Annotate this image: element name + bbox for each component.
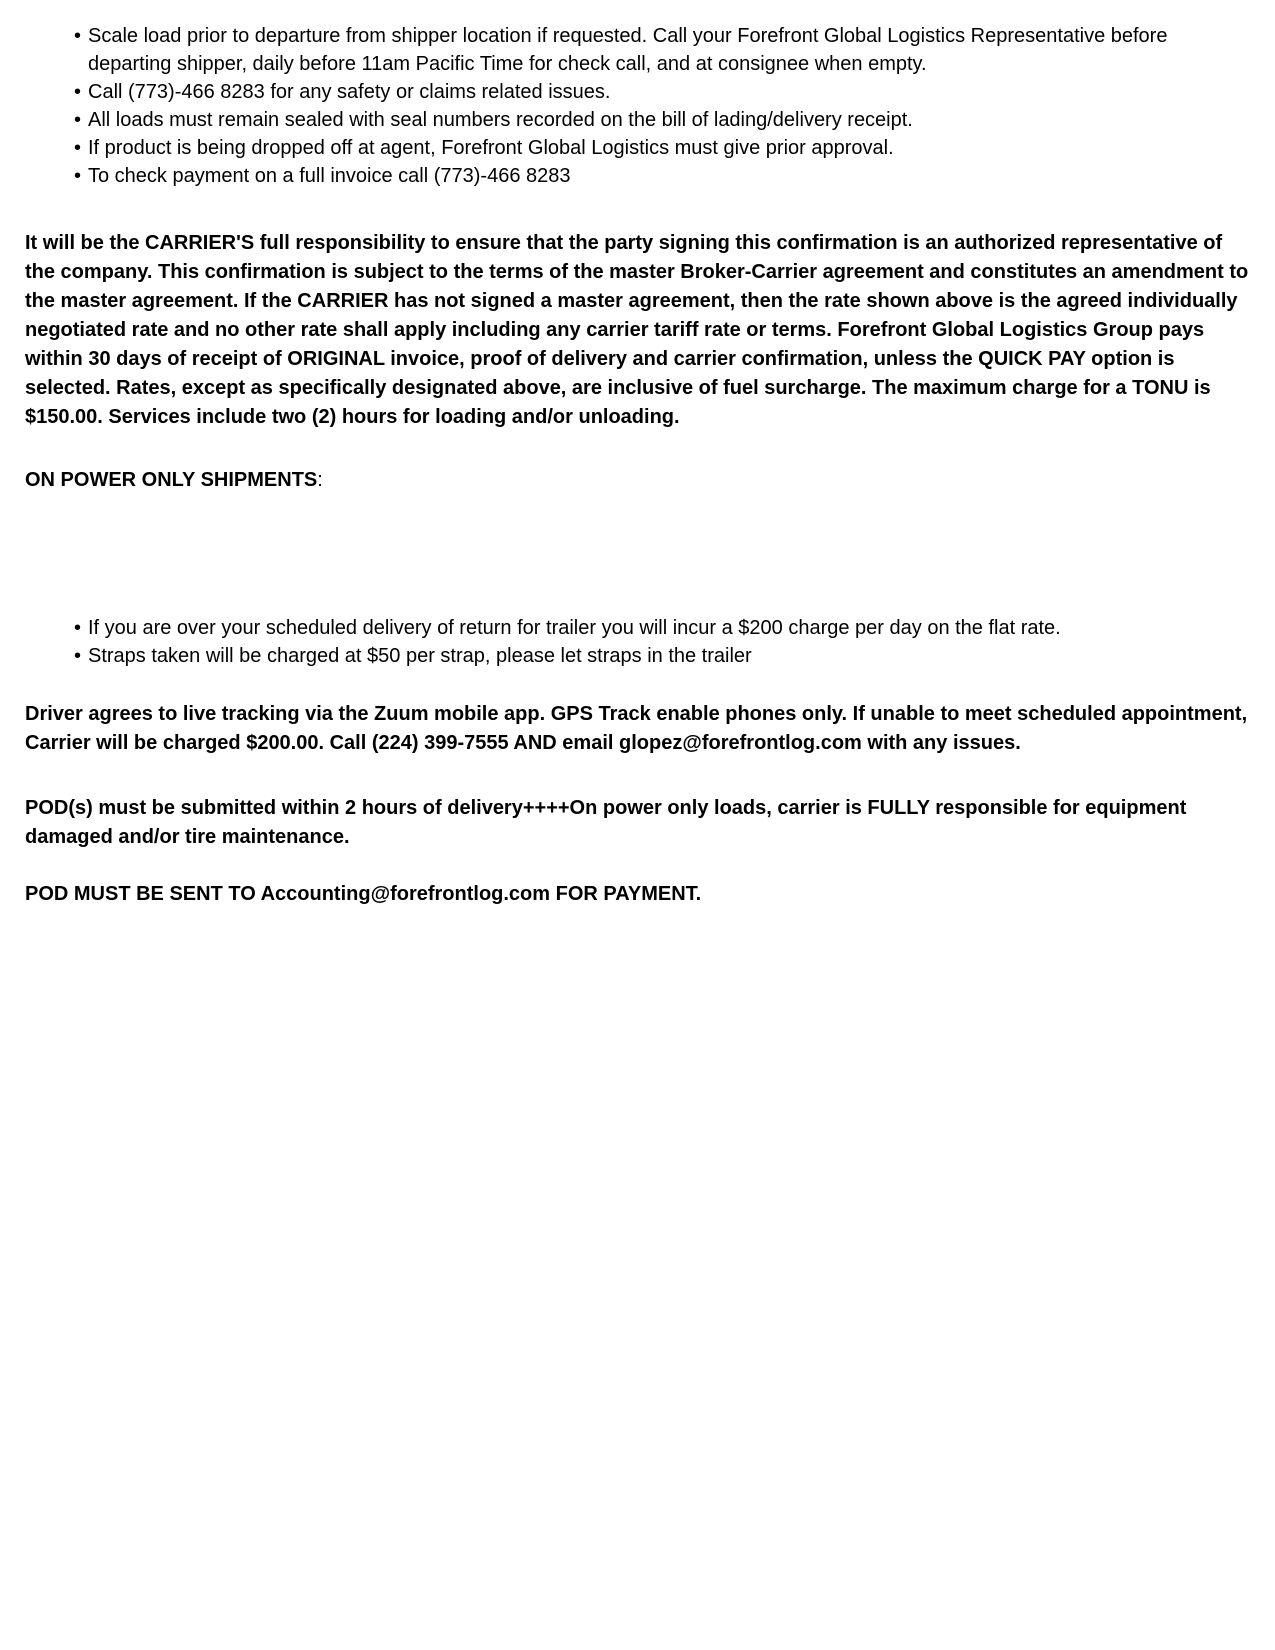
bullet-icon: • <box>74 81 82 103</box>
bullet-icon: • <box>74 617 82 639</box>
list-item-text: Call (773)-466 8283 for any safety or claims related issues. <box>88 81 611 103</box>
list-item <box>74 78 1214 106</box>
pod-paragraph: POD(s) must be submitted within 2 hours of delivery++++On power only loads, carrier is FULLY responsible for equipment damaged and/or tire maintenance. <box>25 797 1187 848</box>
power-only-heading-text: ON POWER ONLY SHIPMENTS <box>25 469 318 491</box>
power-only-list <box>74 614 1214 670</box>
list-item <box>74 134 1214 162</box>
list-item <box>74 642 1214 670</box>
bullet-icon: • <box>74 165 82 187</box>
terms-paragraph: It will be the CARRIER'S full responsibility to ensure that the party signing this confirmation is an authorized representative of the company. This confirmation is subject to the terms of the master Broker-Carrier agreement and constitutes an amendment to the master agreement. If the CARRIER has not signed a master agreement, then the rate shown above is the agreed individually negotiated rate and no other rate shall apply including any carrier tariff rate or terms. Forefront Global Logistics Group pays within 30 days of receipt of ORIGINAL invoice, proof of delivery and carrier confirmation, unless the QUICK PAY option is selected. Rates, except as specifically designated above, are inclusive of fuel surcharge. The maximum charge for a TONU is $150.00. Services include two (2) hours for loading and/or unloading. <box>25 232 1249 428</box>
power-only-heading <box>25 466 1255 495</box>
list-item-text: To check payment on a full invoice call (773)-466 8283 <box>88 165 571 187</box>
payment-paragraph: POD MUST BE SENT TO Accounting@forefrontlog.com FOR PAYMENT. <box>25 883 702 905</box>
tracking-paragraph: Driver agrees to live tracking via the Zuum mobile app. GPS Track enable phones only. If unable to meet scheduled appointment, Carrier will be charged $200.00. Call (224) 399-7555 AND email glopez@forefrontlog.com with any issues. <box>25 703 1248 754</box>
bullet-icon: • <box>74 109 82 131</box>
list-item <box>74 22 1214 78</box>
list-item-text: If product is being dropped off at agent, Forefront Global Logistics must give prior approval. <box>88 137 894 159</box>
power-only-heading-colon: : <box>317 469 323 491</box>
list-item-text: If you are over your scheduled delivery of return for trailer you will incur a $200 charge per day on the flat rate. <box>88 617 1061 639</box>
bullet-icon: • <box>74 645 82 667</box>
bullet-icon: • <box>74 137 82 159</box>
list-item <box>74 106 1214 134</box>
list-item <box>74 162 1214 190</box>
list-item <box>74 614 1214 642</box>
list-item-text: All loads must remain sealed with seal numbers recorded on the bill of lading/delivery receipt. <box>88 109 913 131</box>
bullet-icon: • <box>74 25 82 47</box>
list-item-text: Straps taken will be charged at $50 per strap, please let straps in the trailer <box>88 645 752 667</box>
carrier-instructions-list <box>74 22 1214 190</box>
list-item-text: Scale load prior to departure from shipper location if requested. Call your Forefront Global Logistics Representative before departing shipper, daily before 11am Pacific Time for check call, and at consignee when empty. <box>88 25 1168 75</box>
